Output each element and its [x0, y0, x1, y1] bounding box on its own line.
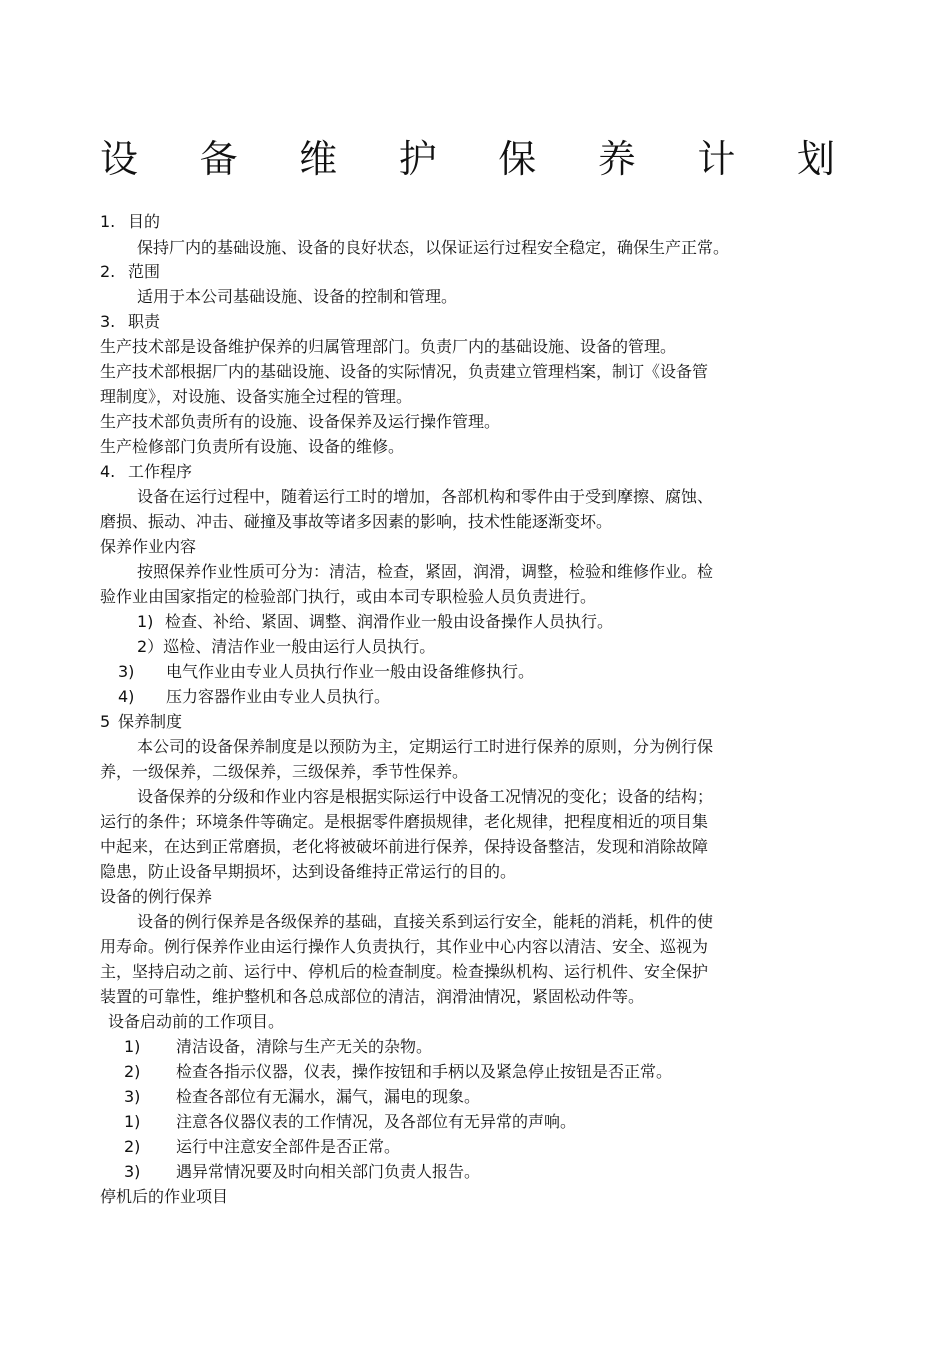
title-char: 维 — [299, 137, 338, 181]
list-number: 4) — [118, 687, 135, 706]
paragraph-line: 用寿命。例行保养作业由运行操作人负责执行，其作业中心内容以清洁、安全、巡视为 — [100, 937, 709, 956]
paragraph-line: 本公司的设备保养制度是以预防为主，定期运行工时进行保养的原则，分为例行保 — [137, 737, 714, 756]
list-text: 电气作业由专业人员执行作业一般由设备维修执行。 — [166, 662, 535, 681]
list-text: 检查各部位有无漏水，漏气，漏电的现象。 — [176, 1087, 481, 1106]
subsection-heading: 保养作业内容 — [100, 537, 197, 556]
section-heading-text: 范围 — [128, 262, 161, 281]
paragraph-line: 中起来，在达到正常磨损，老化将被破坏前进行保养，保持设备整洁，发现和消除故障 — [100, 837, 709, 856]
paragraph-line: 主，坚持启动之前、运行中、停机后的检查制度。检查操纵机构、运行机件、安全保护 — [100, 962, 709, 981]
section-number: 3. — [100, 312, 116, 331]
section-number: 2. — [100, 262, 116, 281]
list-number: 3) — [118, 662, 135, 681]
section-number: 5 — [100, 712, 111, 731]
section-1-heading — [100, 211, 160, 233]
paragraph-line: 生产技术部根据厂内的基础设施、设备的实际情况，负责建立管理档案，制订《设备管 — [100, 362, 709, 381]
list-text: 注意各仪器仪表的工作情况，及各部位有无异常的声响。 — [176, 1112, 577, 1131]
list-number: 2) — [124, 1062, 141, 1081]
list-item — [118, 661, 534, 683]
list-number: 2) — [124, 1137, 141, 1156]
section-heading-text: 保养制度 — [118, 712, 183, 731]
title-char: 备 — [199, 137, 238, 181]
paragraph-line: 磨损、振动、冲击、碰撞及事故等诸多因素的影响，技术性能逐渐变坏。 — [100, 512, 613, 531]
paragraph-line: 隐患，防止设备早期损坏，达到设备维持正常运行的目的。 — [100, 862, 517, 881]
paragraph-line: 设备的例行保养是各级保养的基础，直接关系到运行安全，能耗的消耗，机件的使 — [137, 912, 714, 931]
subsection-heading: 设备启动前的工作项目。 — [108, 1012, 285, 1031]
paragraph-line: 按照保养作业性质可分为：清洁，检查，紧固，润滑，调整，检验和维修作业。检 — [137, 562, 714, 581]
subsection-heading: 设备的例行保养 — [100, 887, 213, 906]
list-item — [137, 636, 435, 658]
list-text: 检查各指示仪器，仪表，操作按钮和手柄以及紧急停止按钮是否正常。 — [176, 1062, 673, 1081]
list-text: 清洁设备，清除与生产无关的杂物。 — [176, 1037, 433, 1056]
list-item — [124, 1061, 672, 1083]
paragraph-line: 保持厂内的基础设施、设备的良好状态，以保证运行过程安全稳定，确保生产正常。 — [137, 238, 730, 257]
paragraph-line: 生产检修部门负责所有设施、设备的维修。 — [100, 437, 405, 456]
list-item — [118, 686, 390, 708]
list-number: 1) — [137, 612, 154, 631]
section-heading-text: 工作程序 — [128, 462, 193, 481]
list-text: 运行中注意安全部件是否正常。 — [176, 1137, 401, 1156]
list-item — [124, 1086, 480, 1108]
section-number: 1. — [100, 212, 116, 231]
list-text: 遇异常情况要及时向相关部门负责人报告。 — [176, 1162, 481, 1181]
list-item — [124, 1111, 576, 1133]
paragraph-line: 设备在运行过程中，随着运行工时的增加，各部机构和零件由于受到摩擦、腐蚀、 — [137, 487, 714, 506]
list-text: 压力容器作业由专业人员执行。 — [166, 687, 391, 706]
list-number: 1) — [124, 1112, 141, 1131]
paragraph-line: 生产技术部负责所有的设施、设备保养及运行操作管理。 — [100, 412, 501, 431]
list-number: 3) — [124, 1087, 141, 1106]
list-item — [124, 1161, 480, 1183]
paragraph-line: 装置的可靠性，维护整机和各总成部位的清洁，润滑油情况，紧固松动件等。 — [100, 987, 645, 1006]
paragraph-line: 运行的条件；环境条件等确定。是根据零件磨损规律，老化规律，把程度相近的项目集 — [100, 812, 709, 831]
title-char: 护 — [398, 137, 437, 181]
section-heading-text: 目的 — [128, 212, 161, 231]
paragraph-line: 理制度》，对设施、设备实施全过程的管理。 — [100, 387, 413, 406]
list-text: 巡检、清洁作业一般由运行人员执行。 — [163, 637, 436, 656]
title-char: 养 — [597, 137, 636, 181]
section-5-heading — [100, 711, 182, 733]
section-2-heading — [100, 261, 160, 283]
page-title — [100, 134, 835, 184]
section-3-heading — [100, 311, 160, 333]
section-number: 4. — [100, 462, 116, 481]
list-item — [137, 611, 613, 633]
list-number: 3) — [124, 1162, 141, 1181]
section-heading-text: 职责 — [128, 312, 161, 331]
paragraph-line: 验作业由国家指定的检验部门执行，或由本司专职检验人员负责进行。 — [100, 587, 597, 606]
title-char: 保 — [498, 137, 537, 181]
paragraph-line: 适用于本公司基础设施、设备的控制和管理。 — [137, 287, 458, 306]
subsection-heading: 停机后的作业项目 — [100, 1187, 229, 1206]
list-number: 1) — [124, 1037, 141, 1056]
title-char: 设 — [100, 137, 139, 181]
title-char: 划 — [796, 137, 835, 181]
list-item — [124, 1036, 432, 1058]
title-char: 计 — [697, 137, 736, 181]
paragraph-line: 生产技术部是设备维护保养的归属管理部门。负责厂内的基础设施、设备的管理。 — [100, 337, 677, 356]
list-text: 检查、补给、紧固、调整、润滑作业一般由设备操作人员执行。 — [165, 612, 614, 631]
list-item — [124, 1136, 400, 1158]
paragraph-line: 设备保养的分级和作业内容是根据实际运行中设备工况情况的变化；设备的结构； — [137, 787, 714, 806]
paragraph-line: 养，一级保养，二级保养，三级保养，季节性保养。 — [100, 762, 469, 781]
list-number: 2） — [137, 637, 164, 656]
section-4-heading — [100, 461, 192, 483]
